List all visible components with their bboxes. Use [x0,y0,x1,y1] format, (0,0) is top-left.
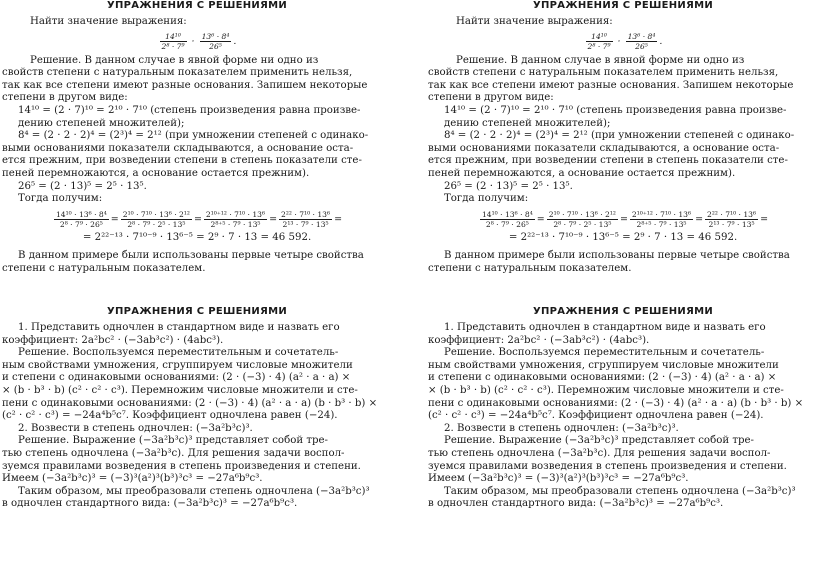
text-line: Таким образом, мы преобразовали степень одночлена (−3a²b³c)³ [444,485,796,497]
fraction-numerator: 2¹⁰ · 7¹⁰ · 13⁶ · 2¹² [122,209,190,219]
text-line: дению степеней множителей); [18,117,185,129]
text-line: выми основаниями показатели складываются, а основание оста- [2,142,354,154]
text-line: пеней перемножаются, а основание остается прежним). [428,167,736,179]
task-text: Найти значение выражения: [30,16,187,27]
text-line: коэффициент: 2a²bc² · (−3ab³c²) · (4abc³). [428,334,650,346]
text-line: ется прежним, при возведении степени в степень показатели сте- [2,155,362,167]
fraction-numerator: 2¹⁰⁺¹² · 7¹⁰ · 13⁶ [205,209,266,219]
section-title: УПРАЖНЕНИЯ С РЕШЕНИЯМИ [106,306,288,317]
text-line: 2. Возвести в степень одночлен: (−3a²b³c)³. [18,422,253,434]
text-line: коэффициент: 2a²bc² · (−3ab³c²) · (4abc³). [2,334,224,346]
panel-exponents-right [428,0,816,280]
result-line: = 2²²⁻¹³ · 7¹⁰⁻⁹ · 13⁶⁻⁵ = 2⁹ · 7 · 13 = 46 592. [508,231,738,243]
solution-chain: $\frac{\text{14¹⁰ · 13⁶ · 8⁴}}{\text{2⁸ · 7⁹ · 26⁵}}$ = $\frac{\text{2¹⁰ · 7¹⁰ · 13⁶ · 2¹²}}{\text{2⁸ · 7⁹ · 2⁵ · 13⁵}}$ = $\frac{\text{2¹⁰⁺¹² · 7¹⁰ · 13⁶}}{\text{2⁸⁺⁵ · 7⁹ · 13⁵}}$ = $\frac{\text{2²² · 7¹⁰ · 13⁶}}{\text{2¹³ · 7⁹ · 13⁵}}$ = [55,209,343,229]
text-line: × (b · b³ · b) (c² · c² · c³). Перемножим числовые множители и сте- [2,384,358,396]
text-line: свойств степени с натуральным показателем применить нельзя, [428,67,779,79]
text-line: пени с одинаковыми основаниями: (2 · (−3) · 4) (a² · a · a) (b · b³ · b) × [2,397,378,409]
section-title: УПРАЖНЕНИЯ С РЕШЕНИЯМИ [532,306,714,317]
text-line: Тогда получим: [18,193,103,205]
text-line: и степени с одинаковыми основаниями: (2 · (−3) · 4) (a² · a · a) × [428,372,777,384]
text-line: и степени с одинаковыми основаниями: (2 · (−3) · 4) (a² · a · a) × [2,372,351,384]
fraction-numerator: 2²² · 7¹⁰ · 13⁶ [707,209,757,219]
text-line: 8⁴ = (2 · 2 · 2)⁴ = (2³)⁴ = 2¹² (при умножении степеней с одинако- [444,130,795,142]
text-line: Решение. Воспользуемся переместительным и сочетатель- [444,347,765,359]
text-line: пеней перемножаются, а основание остается прежним). [2,167,310,179]
text-line: В данном примере были использованы первые четыре свойства [444,250,790,262]
task-expression: $\frac{\text{14¹⁰}}{\text{2⁸ · 7⁹}}$ · $\frac{\text{13⁶ · 8⁴}}{\text{26⁵}}$ . [161,31,237,51]
task-text: Найти значение выражения: [456,16,613,27]
text-line: в одночлен стандартного вида: (−3a²b³c)³ = −27a⁶b⁹c³. [428,498,724,510]
fraction-numerator: 2¹⁰⁺¹² · 7¹⁰ · 13⁶ [631,209,692,219]
text-line: так как все степени имеют разные основания. Запишем некоторые [428,79,794,91]
text-line: Имеем (−3a²b³c)³ = (−3)³(a²)³(b³)³c³ = −27a⁶b⁹c³. [428,473,689,485]
fraction-numerator: 2¹⁰ · 7¹⁰ · 13⁶ · 2¹² [548,209,616,219]
fraction-numerator: 13⁶ · 8⁴ [201,31,230,41]
text-line: Решение. Воспользуемся переместительным и сочетатель- [18,347,339,359]
panel-monomials-left [2,286,392,566]
text-line: степени с натуральным показателем. [428,262,632,274]
text-line: Решение. Выражение (−3a²b³c)³ представляет собой тре- [18,435,328,447]
text-line: степени в другом виде: [2,92,128,104]
fraction-numerator: 14¹⁰ · 13⁶ · 8⁴ [55,209,107,219]
fraction-denominator: 26⁵ [635,41,648,51]
text-line: ным свойствами умножения, сгруппируем числовые множители [428,359,779,371]
fraction-denominator: 2⁸ · 7⁹ · 26⁵ [59,219,103,229]
fraction-denominator: 2⁸ · 7⁹ · 2⁵ · 13⁵ [553,219,612,229]
panel-exponents-left [2,0,392,280]
section-title: УПРАЖНЕНИЯ С РЕШЕНИЯМИ [106,0,288,11]
fraction-numerator: 2²² · 7¹⁰ · 13⁶ [281,209,331,219]
fraction-denominator: 2¹³ · 7⁹ · 13⁵ [282,219,329,229]
text-line: ется прежним, при возведении степени в степень показатели сте- [428,155,788,167]
text-line: так как все степени имеют разные основания. Запишем некоторые [2,79,368,91]
text-line: 26⁵ = (2 · 13)⁵ = 2⁵ · 13⁵. [444,180,573,192]
fraction-numerator: 14¹⁰ [160,32,187,42]
text-line: степени с натуральным показателем. [2,262,206,274]
panel-monomials-right [428,286,816,566]
task-expression: $\frac{\text{14¹⁰}}{\text{2⁸ · 7⁹}}$ · $\frac{\text{13⁶ · 8⁴}}{\text{26⁵}}$ . [587,31,663,51]
fraction-numerator: 14¹⁰ · 13⁶ · 8⁴ [481,209,533,219]
text-line: свойств степени с натуральным показателем применить нельзя, [2,67,353,79]
text-line: в одночлен стандартного вида: (−3a²b³c)³ = −27a⁶b⁹c³. [2,498,298,510]
text-line: Тогда получим: [444,193,529,205]
fraction-denominator: 2⁸⁺⁵ · 7⁹ · 13⁵ [210,219,261,229]
text-line: (c² · c² · c³) = −24a⁴b⁵c⁷. Коэффициент одночлена равен (−24). [2,410,338,422]
fraction-denominator: 2¹³ · 7⁹ · 13⁵ [708,219,755,229]
fraction-denominator: 2⁸ · 7⁹ · 2⁵ · 13⁵ [127,219,186,229]
text-line: 2. Возвести в степень одночлен: (−3a²b³c)³. [444,422,679,434]
text-line: ным свойствами умножения, сгруппируем числовые множители [2,359,353,371]
text-line: Решение. Выражение (−3a²b³c)³ представляет собой тре- [444,435,754,447]
fraction-denominator: 26⁵ [209,41,222,51]
section-title: УПРАЖНЕНИЯ С РЕШЕНИЯМИ [532,0,714,11]
text-line: 1. Представить одночлен в стандартном виде и назвать его [444,322,766,333]
text-line: 14¹⁰ = (2 · 7)¹⁰ = 2¹⁰ · 7¹⁰ (степень произведения равна произве- [444,104,787,116]
text-line: Решение. В данном случае в явной форме ни одно из [456,54,745,66]
text-line: 26⁵ = (2 · 13)⁵ = 2⁵ · 13⁵. [18,180,147,192]
text-line: Таким образом, мы преобразовали степень одночлена (−3a²b³c)³ [18,485,370,497]
text-line: пени с одинаковыми основаниями: (2 · (−3) · 4) (a² · a · a) (b · b³ · b) × [428,397,804,409]
text-line: 14¹⁰ = (2 · 7)¹⁰ = 2¹⁰ · 7¹⁰ (степень произведения равна произве- [18,104,361,116]
text-line: выми основаниями показатели складываются, а основание оста- [428,142,780,154]
fraction-denominator: 2⁸⁺⁵ · 7⁹ · 13⁵ [636,219,687,229]
text-line: Решение. В данном случае в явной форме ни одно из [30,54,319,66]
text-line: зуемся правилами возведения в степень произведения и степени. [2,460,361,472]
text-line: зуемся правилами возведения в степень произведения и степени. [428,460,787,472]
text-line: тью степень одночлена (−3a²b³c). Для решения задачи воспол- [428,447,771,459]
text-line: степени в другом виде: [428,92,554,104]
text-line: тью степень одночлена (−3a²b³c). Для решения задачи воспол- [2,447,345,459]
result-line: = 2²²⁻¹³ · 7¹⁰⁻⁹ · 13⁶⁻⁵ = 2⁹ · 7 · 13 = 46 592. [82,231,312,243]
text-line: дению степеней множителей); [444,117,611,129]
text-line: Имеем (−3a²b³c)³ = (−3)³(a²)³(b³)³c³ = −27a⁶b⁹c³. [2,473,263,485]
text-line: 8⁴ = (2 · 2 · 2)⁴ = (2³)⁴ = 2¹² (при умножении степеней с одинако- [18,130,369,142]
fraction-denominator: 2⁸ · 7⁹ [161,41,185,51]
text-line: В данном примере были использованы первые четыре свойства [18,250,364,262]
fraction-numerator: 13⁶ · 8⁴ [627,31,656,41]
fraction-denominator: 2⁸ · 7⁹ · 26⁵ [485,219,529,229]
text-line: × (b · b³ · b) (c² · c² · c³). Перемножим числовые множители и сте- [428,384,784,396]
text-line: 1. Представить одночлен в стандартном виде и назвать его [18,322,340,333]
fraction-numerator: 14¹⁰ [586,32,613,42]
text-line: (c² · c² · c³) = −24a⁴b⁵c⁷. Коэффициент одночлена равен (−24). [428,410,764,422]
solution-chain: $\frac{\text{14¹⁰ · 13⁶ · 8⁴}}{\text{2⁸ · 7⁹ · 26⁵}}$ = $\frac{\text{2¹⁰ · 7¹⁰ · 13⁶ · 2¹²}}{\text{2⁸ · 7⁹ · 2⁵ · 13⁵}}$ = $\frac{\text{2¹⁰⁺¹² · 7¹⁰ · 13⁶}}{\text{2⁸⁺⁵ · 7⁹ · 13⁵}}$ = $\frac{\text{2²² · 7¹⁰ · 13⁶}}{\text{2¹³ · 7⁹ · 13⁵}}$ = [481,209,769,229]
fraction-denominator: 2⁸ · 7⁹ [587,41,611,51]
